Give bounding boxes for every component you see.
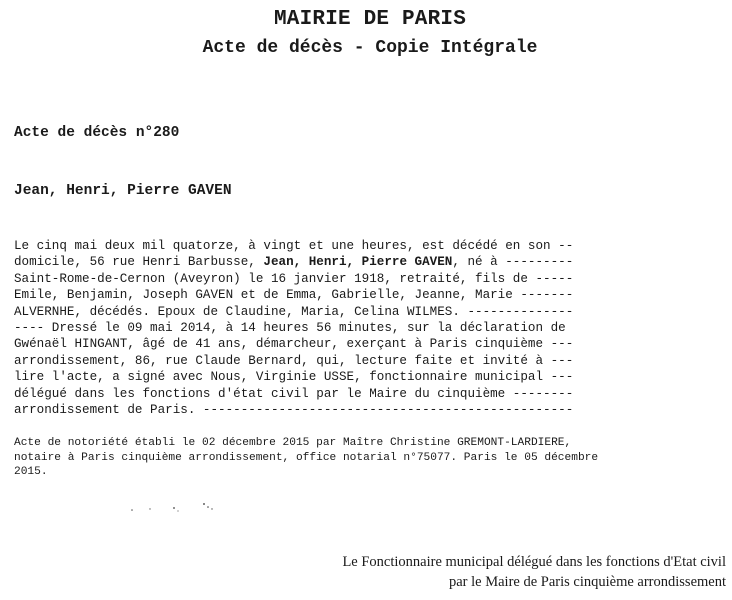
body-line: Saint-Rome-de-Cernon (Aveyron) le 16 janvier 1918, retraité, fils de -----: [14, 271, 574, 286]
body-line: Emile, Benjamin, Joseph GAVEN et de Emma, Gabrielle, Jeanne, Marie -------: [14, 288, 574, 303]
body-line: , né à ---------: [452, 255, 574, 270]
acte-notoriete: [14, 436, 732, 480]
signature-line: par le Maire de Paris cinquième arrondissement: [448, 574, 726, 590]
body-line: domicile, 56 rue Henri Barbusse,: [14, 255, 264, 270]
document-title: MAIRIE DE PARIS: [273, 8, 467, 31]
document-subtitle: Acte de décès - Copie Intégrale: [202, 38, 538, 58]
body-line: Le cinq mai deux mil quatorze, à vingt et une heures, est décédé en son --: [14, 239, 574, 253]
body-line: Gwénaël HINGANT, âgé de 41 ans, démarcheur, exerçant à Paris cinquième ---: [14, 337, 574, 352]
body-line: ---- Dressé le 09 mai 2014, à 14 heures 56 minutes, sur la déclaration de: [14, 321, 566, 336]
body-line: arrondissement de Paris. -------------------------------------------------: [14, 403, 574, 418]
signature-line: Le Fonctionnaire municipal délégué dans les fonctions d'Etat civil: [342, 554, 726, 570]
acte-body: [14, 238, 732, 418]
body-line: arrondissement, 86, rue Claude Bernard, qui, lecture faite et invité à ---: [14, 353, 574, 368]
notoriete-line: 2015.: [14, 466, 48, 479]
notoriete-line: Acte de notoriété établi le 02 décembre 2015 par Maître Christine GREMONT-LARDIERE,: [14, 437, 572, 449]
body-line: lire l'acte, a signé avec Nous, Virginie USSE, fonctionnaire municipal ---: [14, 370, 574, 385]
signature-block: [342, 552, 726, 592]
body-name-bold: Jean, Henri, Pierre GAVEN: [263, 255, 453, 270]
acte-number: Acte de décès n°280: [14, 125, 180, 141]
notoriete-line: notaire à Paris cinquième arrondissement, office notarial n°75077. Paris le 05 décembre: [14, 451, 599, 464]
scan-specks: [128, 500, 228, 514]
deceased-name: Jean, Henri, Pierre GAVEN: [14, 183, 232, 199]
body-line: délégué dans les fonctions d'état civil par le Maire du cinquième --------: [14, 386, 574, 401]
body-line: ALVERNHE, décédés. Epoux de Claudine, Maria, Celina WILMES. --------------: [14, 304, 574, 319]
